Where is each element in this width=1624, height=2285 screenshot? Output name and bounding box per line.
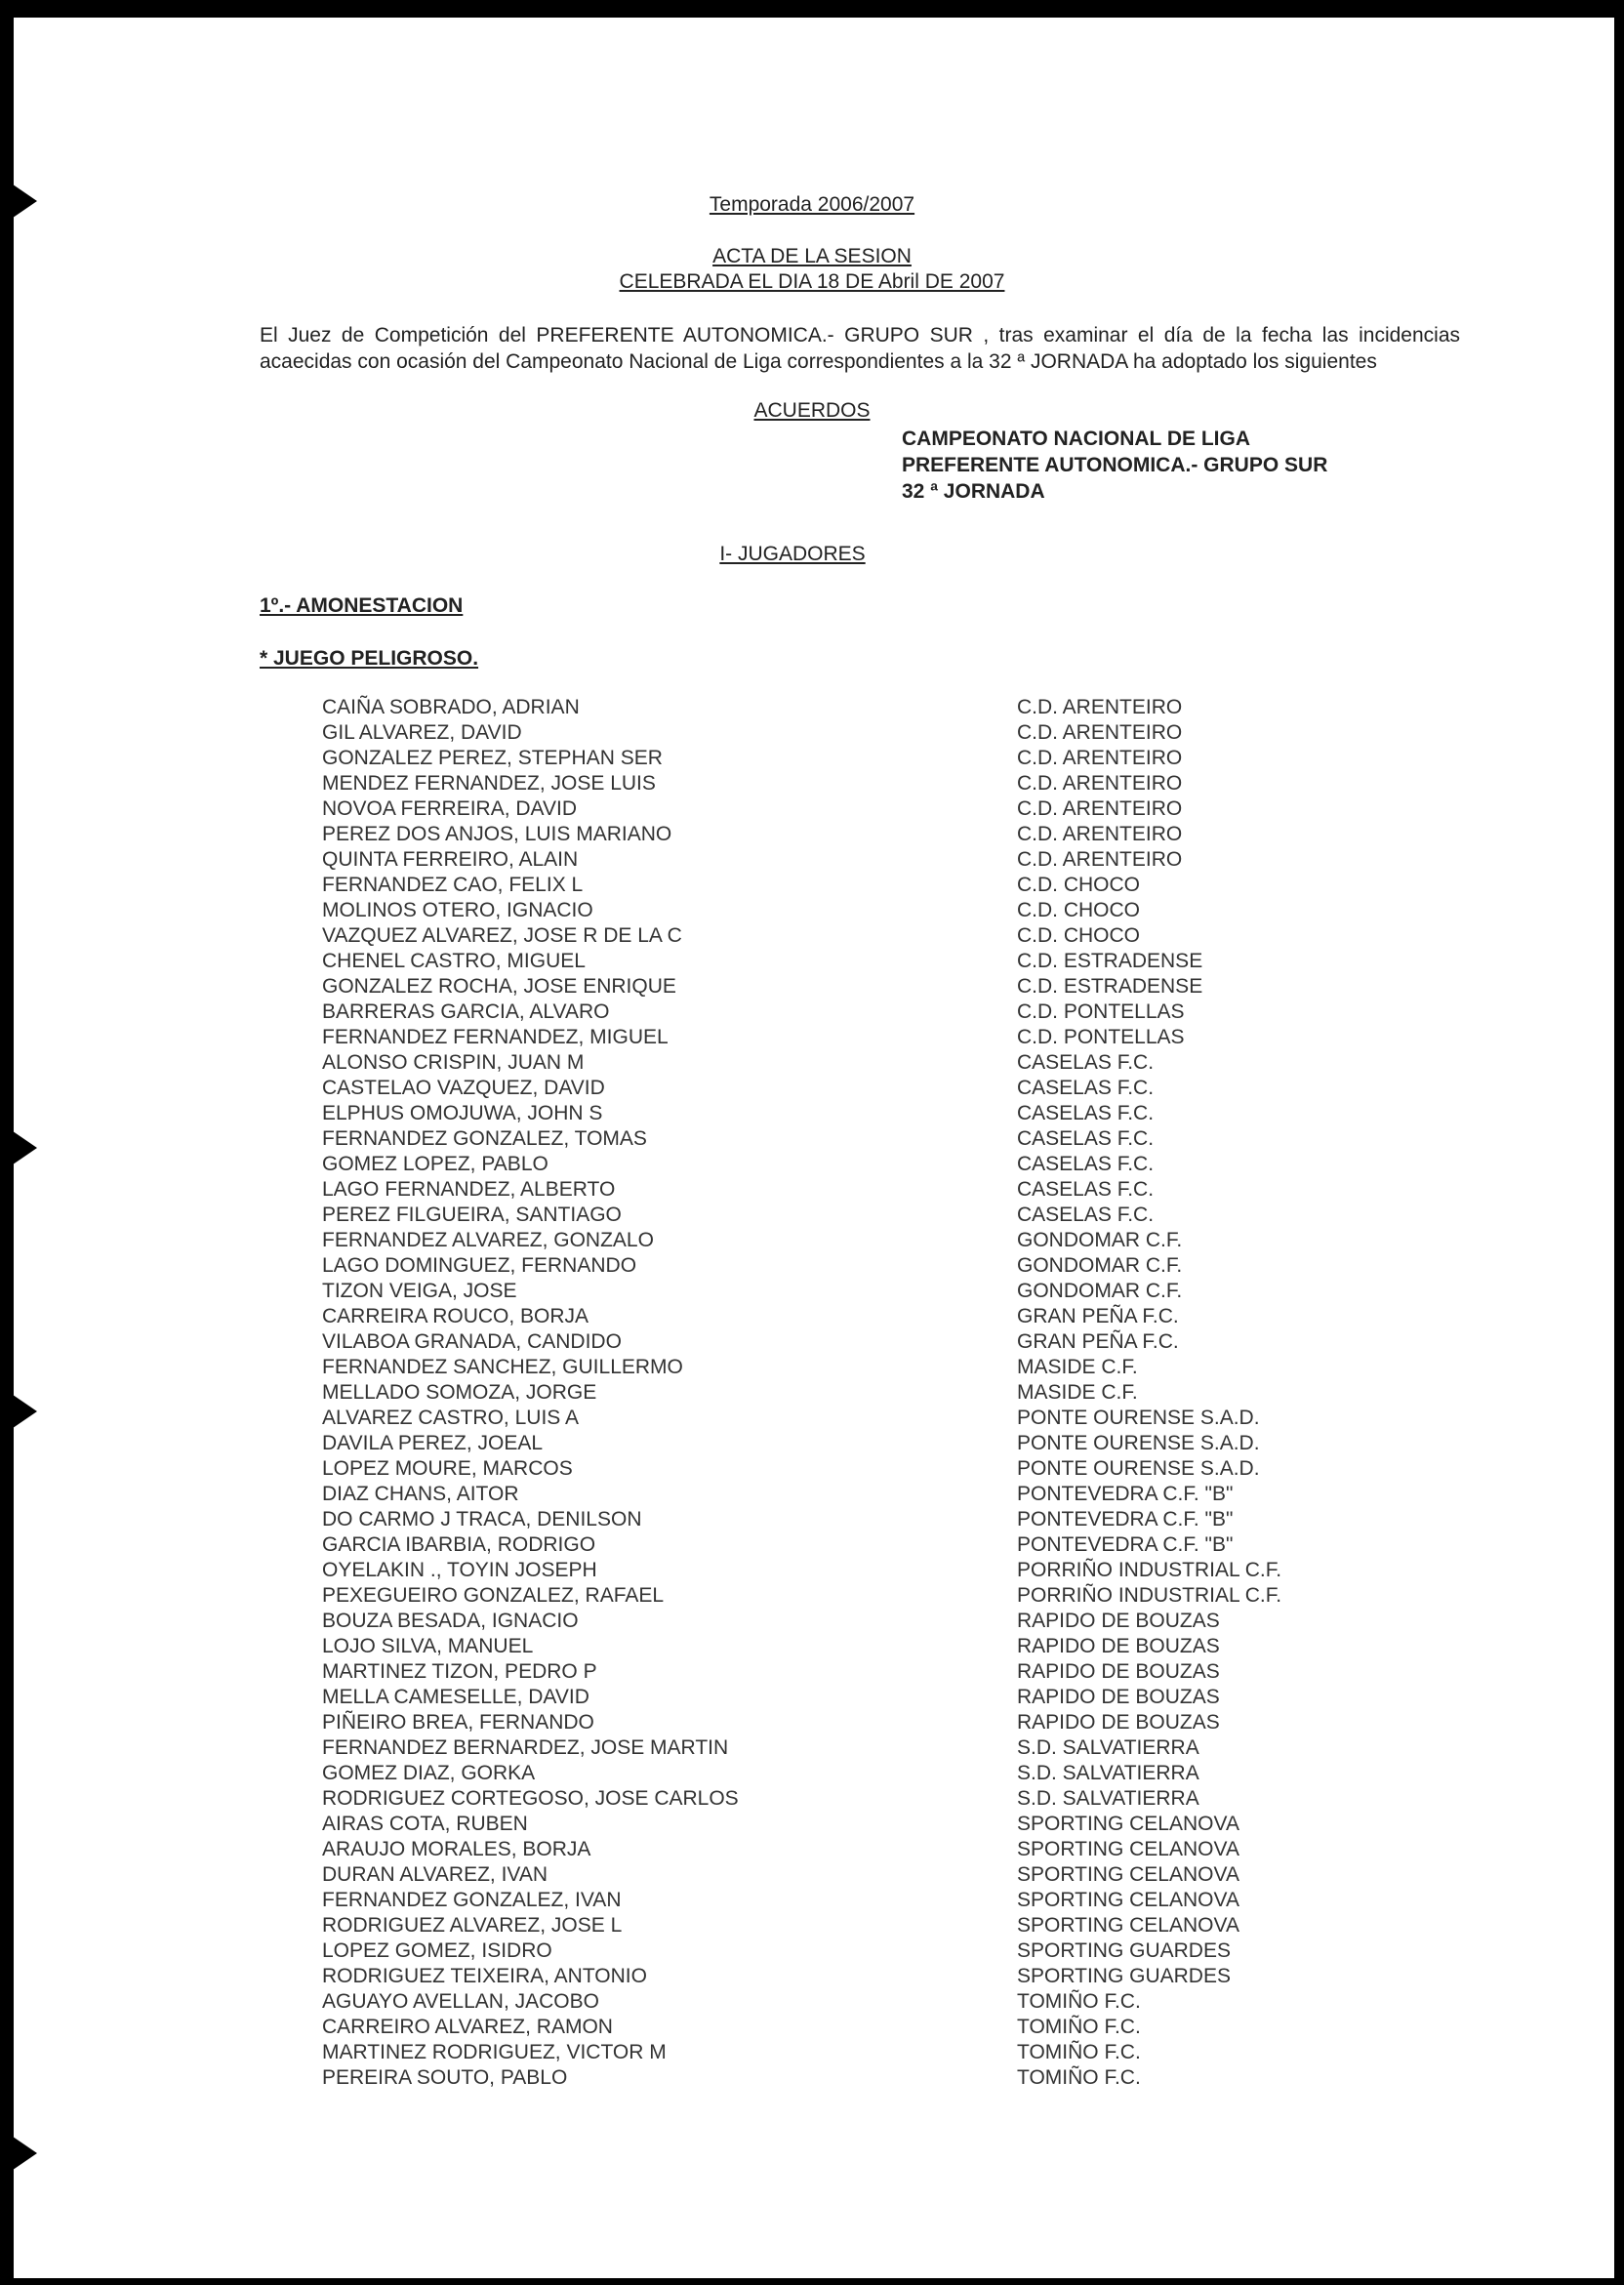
player-name: DO CARMO J TRACA, DENILSON xyxy=(322,1508,642,1530)
player-club: SPORTING CELANOVA xyxy=(1017,1838,1239,1860)
player-club: C.D. CHOCO xyxy=(1017,874,1140,896)
competition-line3: 32 ª JORNADA xyxy=(902,480,1045,503)
player-row xyxy=(0,1584,1624,1610)
player-row xyxy=(0,1483,1624,1508)
player-name: FERNANDEZ GONZALEZ, IVAN xyxy=(322,1889,622,1911)
player-name: CHENEL CASTRO, MIGUEL xyxy=(322,950,586,972)
season-title: Temporada 2006/2007 xyxy=(709,193,915,216)
player-row xyxy=(0,1965,1624,1990)
subsection-heading: 1º.- AMONESTACION xyxy=(260,594,464,617)
player-club: CASELAS F.C. xyxy=(1017,1127,1155,1150)
player-row xyxy=(0,823,1624,848)
player-row xyxy=(0,1838,1624,1863)
player-name: ALVAREZ CASTRO, LUIS A xyxy=(322,1407,579,1429)
player-name: VAZQUEZ ALVAREZ, JOSE R DE LA C xyxy=(322,924,682,947)
player-row xyxy=(0,1686,1624,1711)
player-row xyxy=(0,1635,1624,1660)
player-name: AGUAYO AVELLAN, JACOBO xyxy=(322,1990,599,2013)
player-name: CARREIRO ALVAREZ, RAMON xyxy=(322,2016,613,2038)
competition-line2: PREFERENTE AUTONOMICA.- GRUPO SUR xyxy=(902,454,1328,476)
player-club: PORRIÑO INDUSTRIAL C.F. xyxy=(1017,1584,1282,1607)
player-row xyxy=(0,950,1624,975)
player-club: SPORTING CELANOVA xyxy=(1017,1863,1239,1886)
player-row xyxy=(0,1508,1624,1533)
player-club: RAPIDO DE BOUZAS xyxy=(1017,1635,1220,1657)
player-name: LOPEZ GOMEZ, ISIDRO xyxy=(322,1939,552,1962)
player-row xyxy=(0,1762,1624,1787)
player-name: MARTINEZ TIZON, PEDRO P xyxy=(322,1660,597,1683)
player-row xyxy=(0,1305,1624,1330)
player-row xyxy=(0,1457,1624,1483)
player-name: FERNANDEZ SANCHEZ, GUILLERMO xyxy=(322,1356,683,1378)
player-row xyxy=(0,696,1624,721)
player-club: CASELAS F.C. xyxy=(1017,1204,1155,1226)
player-club: MASIDE C.F. xyxy=(1017,1381,1138,1404)
player-row xyxy=(0,975,1624,1000)
player-name: FERNANDEZ FERNANDEZ, MIGUEL xyxy=(322,1026,669,1048)
player-club: CASELAS F.C. xyxy=(1017,1178,1155,1201)
player-club: CASELAS F.C. xyxy=(1017,1077,1155,1099)
player-club: C.D. ARENTEIRO xyxy=(1017,797,1183,820)
player-club: RAPIDO DE BOUZAS xyxy=(1017,1660,1220,1683)
category-heading: * JUEGO PELIGROSO. xyxy=(260,647,479,670)
player-name: LOJO SILVA, MANUEL xyxy=(322,1635,534,1657)
player-name: RODRIGUEZ TEIXEIRA, ANTONIO xyxy=(322,1965,647,1987)
player-row xyxy=(0,1026,1624,1051)
player-name: BARRERAS GARCIA, ALVARO xyxy=(322,1000,610,1023)
player-club: SPORTING CELANOVA xyxy=(1017,1889,1239,1911)
players-list xyxy=(0,696,1624,2092)
player-row xyxy=(0,1610,1624,1635)
player-club: TOMIÑO F.C. xyxy=(1017,1990,1141,2013)
player-club: C.D. PONTELLAS xyxy=(1017,1026,1185,1048)
player-name: RODRIGUEZ CORTEGOSO, JOSE CARLOS xyxy=(322,1787,739,1810)
player-row xyxy=(0,1229,1624,1254)
player-row xyxy=(0,1559,1624,1584)
player-name: PEREIRA SOUTO, PABLO xyxy=(322,2066,568,2089)
competition-block xyxy=(902,426,1327,505)
player-club: GONDOMAR C.F. xyxy=(1017,1254,1183,1277)
player-club: C.D. ARENTEIRO xyxy=(1017,747,1183,769)
player-club: C.D. ARENTEIRO xyxy=(1017,848,1183,871)
player-club: C.D. CHOCO xyxy=(1017,924,1140,947)
player-club: C.D. PONTELLAS xyxy=(1017,1000,1185,1023)
player-club: C.D. CHOCO xyxy=(1017,899,1140,921)
player-club: SPORTING GUARDES xyxy=(1017,1965,1231,1987)
player-club: C.D. ARENTEIRO xyxy=(1017,823,1183,845)
player-club: PONTEVEDRA C.F. "B" xyxy=(1017,1533,1234,1556)
player-club: RAPIDO DE BOUZAS xyxy=(1017,1711,1220,1734)
player-name: GONZALEZ ROCHA, JOSE ENRIQUE xyxy=(322,975,676,998)
player-name: FERNANDEZ CAO, FELIX L xyxy=(322,874,584,896)
player-row xyxy=(0,1939,1624,1965)
player-name: GOMEZ LOPEZ, PABLO xyxy=(322,1153,548,1175)
player-club: GONDOMAR C.F. xyxy=(1017,1280,1183,1302)
player-name: PIÑEIRO BREA, FERNANDO xyxy=(322,1711,594,1734)
player-name: LAGO DOMINGUEZ, FERNANDO xyxy=(322,1254,637,1277)
player-name: DIAZ CHANS, AITOR xyxy=(322,1483,519,1505)
player-name: GONZALEZ PEREZ, STEPHAN SER xyxy=(322,747,663,769)
session-title-line1: ACTA DE LA SESION xyxy=(712,245,912,267)
player-row xyxy=(0,848,1624,874)
player-club: RAPIDO DE BOUZAS xyxy=(1017,1610,1220,1632)
player-name: FERNANDEZ GONZALEZ, TOMAS xyxy=(322,1127,647,1150)
player-row xyxy=(0,1381,1624,1407)
player-row xyxy=(0,1889,1624,1914)
player-row xyxy=(0,1102,1624,1127)
player-club: TOMIÑO F.C. xyxy=(1017,2016,1141,2038)
player-row xyxy=(0,899,1624,924)
player-name: CARREIRA ROUCO, BORJA xyxy=(322,1305,589,1327)
player-row xyxy=(0,1533,1624,1559)
player-row xyxy=(0,721,1624,747)
player-club: TOMIÑO F.C. xyxy=(1017,2066,1141,2089)
player-name: LAGO FERNANDEZ, ALBERTO xyxy=(322,1178,616,1201)
player-club: CASELAS F.C. xyxy=(1017,1153,1155,1175)
intro-paragraph: El Juez de Competición del PREFERENTE AUTONOMICA.- GRUPO SUR , tras examinar el día de la fecha las incidencias acaecidas con ocasión del Campeonato Nacional de Liga correspondientes a la 32 ª JORNADA ha adoptado los siguientes xyxy=(260,324,1460,373)
acuerdos-heading: ACUERDOS xyxy=(753,399,871,422)
player-name: CAIÑA SOBRADO, ADRIAN xyxy=(322,696,580,718)
player-name: ELPHUS OMOJUWA, JOHN S xyxy=(322,1102,603,1124)
session-title-line2: CELEBRADA EL DIA 18 DE Abril DE 2007 xyxy=(619,270,1005,293)
player-row xyxy=(0,1127,1624,1153)
player-name: AIRAS COTA, RUBEN xyxy=(322,1813,528,1835)
player-club: MASIDE C.F. xyxy=(1017,1356,1138,1378)
player-row xyxy=(0,2041,1624,2066)
player-name: PEREZ DOS ANJOS, LUIS MARIANO xyxy=(322,823,672,845)
player-name: DURAN ALVAREZ, IVAN xyxy=(322,1863,548,1886)
player-row xyxy=(0,1051,1624,1077)
player-row xyxy=(0,1330,1624,1356)
scan-edge-notch xyxy=(0,2128,37,2179)
player-row xyxy=(0,797,1624,823)
player-name: PEXEGUEIRO GONZALEZ, RAFAEL xyxy=(322,1584,665,1607)
player-club: S.D. SALVATIERRA xyxy=(1017,1736,1199,1759)
player-club: GRAN PEÑA F.C. xyxy=(1017,1330,1179,1353)
player-row xyxy=(0,1254,1624,1280)
player-name: VILABOA GRANADA, CANDIDO xyxy=(322,1330,622,1353)
player-row xyxy=(0,1660,1624,1686)
competition-line1: CAMPEONATO NACIONAL DE LIGA xyxy=(902,428,1251,450)
player-club: PONTE OURENSE S.A.D. xyxy=(1017,1432,1260,1454)
player-row xyxy=(0,772,1624,797)
player-row xyxy=(0,1077,1624,1102)
player-row xyxy=(0,1356,1624,1381)
player-club: C.D. ARENTEIRO xyxy=(1017,721,1183,744)
player-club: PORRIÑO INDUSTRIAL C.F. xyxy=(1017,1559,1282,1581)
player-row xyxy=(0,1813,1624,1838)
player-club: PONTEVEDRA C.F. "B" xyxy=(1017,1483,1234,1505)
player-row xyxy=(0,1407,1624,1432)
player-name: MELLA CAMESELLE, DAVID xyxy=(322,1686,589,1708)
player-row xyxy=(0,1432,1624,1457)
player-name: GARCIA IBARBIA, RODRIGO xyxy=(322,1533,596,1556)
player-row xyxy=(0,2016,1624,2041)
player-row xyxy=(0,1711,1624,1736)
player-club: SPORTING CELANOVA xyxy=(1017,1914,1239,1937)
player-club: PONTE OURENSE S.A.D. xyxy=(1017,1407,1260,1429)
player-name: CASTELAO VAZQUEZ, DAVID xyxy=(322,1077,605,1099)
player-row xyxy=(0,2066,1624,2092)
player-row xyxy=(0,1863,1624,1889)
player-name: ARAUJO MORALES, BORJA xyxy=(322,1838,591,1860)
player-row xyxy=(0,1914,1624,1939)
player-row xyxy=(0,1204,1624,1229)
player-club: GONDOMAR C.F. xyxy=(1017,1229,1183,1251)
player-name: OYELAKIN ., TOYIN JOSEPH xyxy=(322,1559,597,1581)
player-name: FERNANDEZ BERNARDEZ, JOSE MARTIN xyxy=(322,1736,729,1759)
player-club: CASELAS F.C. xyxy=(1017,1102,1155,1124)
player-row xyxy=(0,1990,1624,2016)
player-row xyxy=(0,1736,1624,1762)
player-club: SPORTING CELANOVA xyxy=(1017,1813,1239,1835)
player-name: NOVOA FERREIRA, DAVID xyxy=(322,797,577,820)
player-row xyxy=(0,924,1624,950)
player-club: C.D. ESTRADENSE xyxy=(1017,950,1203,972)
player-name: PEREZ FILGUEIRA, SANTIAGO xyxy=(322,1204,622,1226)
player-club: C.D. ARENTEIRO xyxy=(1017,696,1183,718)
player-name: MARTINEZ RODRIGUEZ, VICTOR M xyxy=(322,2041,667,2063)
player-club: C.D. ESTRADENSE xyxy=(1017,975,1203,998)
player-name: RODRIGUEZ ALVAREZ, JOSE L xyxy=(322,1914,623,1937)
player-club: PONTE OURENSE S.A.D. xyxy=(1017,1457,1260,1480)
player-name: MENDEZ FERNANDEZ, JOSE LUIS xyxy=(322,772,656,795)
player-club: CASELAS F.C. xyxy=(1017,1051,1155,1074)
player-club: SPORTING GUARDES xyxy=(1017,1939,1231,1962)
player-row xyxy=(0,747,1624,772)
player-club: S.D. SALVATIERRA xyxy=(1017,1787,1199,1810)
player-row xyxy=(0,1000,1624,1026)
player-club: S.D. SALVATIERRA xyxy=(1017,1762,1199,1784)
player-club: RAPIDO DE BOUZAS xyxy=(1017,1686,1220,1708)
player-row xyxy=(0,874,1624,899)
player-club: TOMIÑO F.C. xyxy=(1017,2041,1141,2063)
player-name: DAVILA PEREZ, JOEAL xyxy=(322,1432,544,1454)
player-name: LOPEZ MOURE, MARCOS xyxy=(322,1457,573,1480)
player-name: BOUZA BESADA, IGNACIO xyxy=(322,1610,579,1632)
player-row xyxy=(0,1280,1624,1305)
player-row xyxy=(0,1787,1624,1813)
player-name: QUINTA FERREIRO, ALAIN xyxy=(322,848,579,871)
player-club: GRAN PEÑA F.C. xyxy=(1017,1305,1179,1327)
player-name: GOMEZ DIAZ, GORKA xyxy=(322,1762,536,1784)
player-row xyxy=(0,1153,1624,1178)
section-heading: I- JUGADORES xyxy=(719,543,866,565)
player-name: MELLADO SOMOZA, JORGE xyxy=(322,1381,597,1404)
player-name: TIZON VEIGA, JOSE xyxy=(322,1280,517,1302)
player-name: FERNANDEZ ALVAREZ, GONZALO xyxy=(322,1229,654,1251)
player-name: GIL ALVAREZ, DAVID xyxy=(322,721,522,744)
session-title xyxy=(0,244,1624,295)
player-row xyxy=(0,1178,1624,1204)
player-name: MOLINOS OTERO, IGNACIO xyxy=(322,899,593,921)
player-name: ALONSO CRISPIN, JUAN M xyxy=(322,1051,585,1074)
player-club: PONTEVEDRA C.F. "B" xyxy=(1017,1508,1234,1530)
player-club: C.D. ARENTEIRO xyxy=(1017,772,1183,795)
